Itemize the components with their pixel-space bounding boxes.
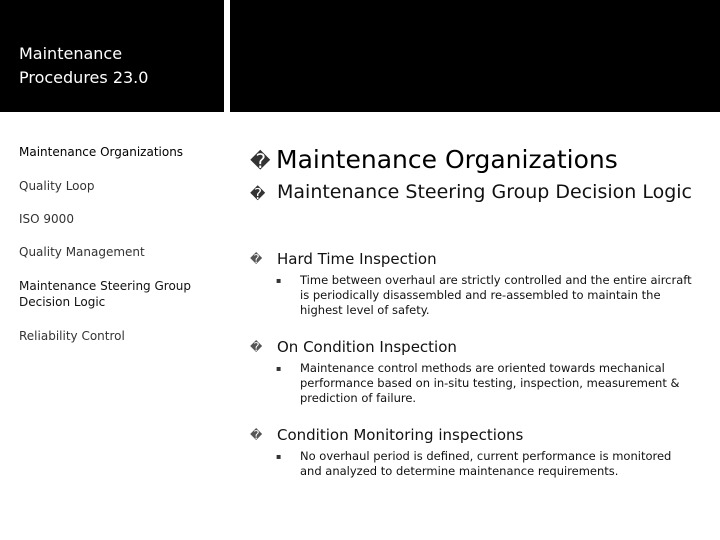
bullet-icon: � — [250, 340, 263, 354]
section-hard-time-detail — [276, 273, 696, 318]
bullet-text: Maintenance Steering Group Decision Logic — [277, 181, 692, 203]
section-on-condition — [250, 337, 700, 357]
section-detail: Maintenance control methods are oriented towards mechanical performance based on in-situ testing, inspection, measurement & prediction of failure. — [300, 361, 680, 405]
slide-title — [250, 144, 710, 177]
section-heading: Condition Monitoring inspections — [277, 426, 524, 444]
section-hard-time — [250, 249, 700, 269]
title-bullet-icon: � — [250, 149, 271, 173]
section-heading: On Condition Inspection — [277, 338, 457, 356]
section-detail: Time between overhaul are strictly controlled and the entire aircraft is periodically disassembled and re-assembled to maintain the highest level of safety. — [300, 273, 692, 317]
square-bullet-icon: ▪ — [276, 276, 282, 285]
sidebar-item-quality-management[interactable]: Quality Management — [19, 245, 145, 259]
square-bullet-icon: ▪ — [276, 452, 282, 461]
sidebar-item-quality-loop[interactable]: Quality Loop — [19, 179, 95, 193]
sidebar-item-iso-9000[interactable]: ISO 9000 — [19, 212, 74, 226]
section-on-condition-detail — [276, 361, 696, 406]
section-condition-monitoring-detail — [276, 449, 696, 479]
bullet-icon: � — [250, 185, 266, 203]
section-condition-monitoring — [250, 425, 700, 445]
bullet-msg-decision-logic — [250, 180, 700, 205]
section-heading: Hard Time Inspection — [277, 250, 437, 268]
square-bullet-icon: ▪ — [276, 364, 282, 373]
section-detail: No overhaul period is defined, current performance is monitored and analyzed to determine maintenance requirements. — [300, 449, 672, 478]
sidebar-item-reliability-control[interactable]: Reliability Control — [19, 329, 125, 343]
sidebar-item-maintenance-organizations[interactable]: Maintenance Organizations — [19, 145, 184, 159]
deck-title — [19, 42, 219, 90]
header-right-bar — [230, 0, 720, 112]
bullet-icon: � — [250, 428, 263, 442]
bullet-icon: � — [250, 252, 263, 266]
deck-title-line1: Maintenance — [19, 44, 123, 63]
slide-title-text: Maintenance Organizations — [276, 145, 618, 174]
deck-title-line2: Procedures 23.0 — [19, 68, 149, 87]
sidebar-item-msg-decision-logic[interactable]: Maintenance Steering Group Decision Logic — [19, 279, 192, 309]
